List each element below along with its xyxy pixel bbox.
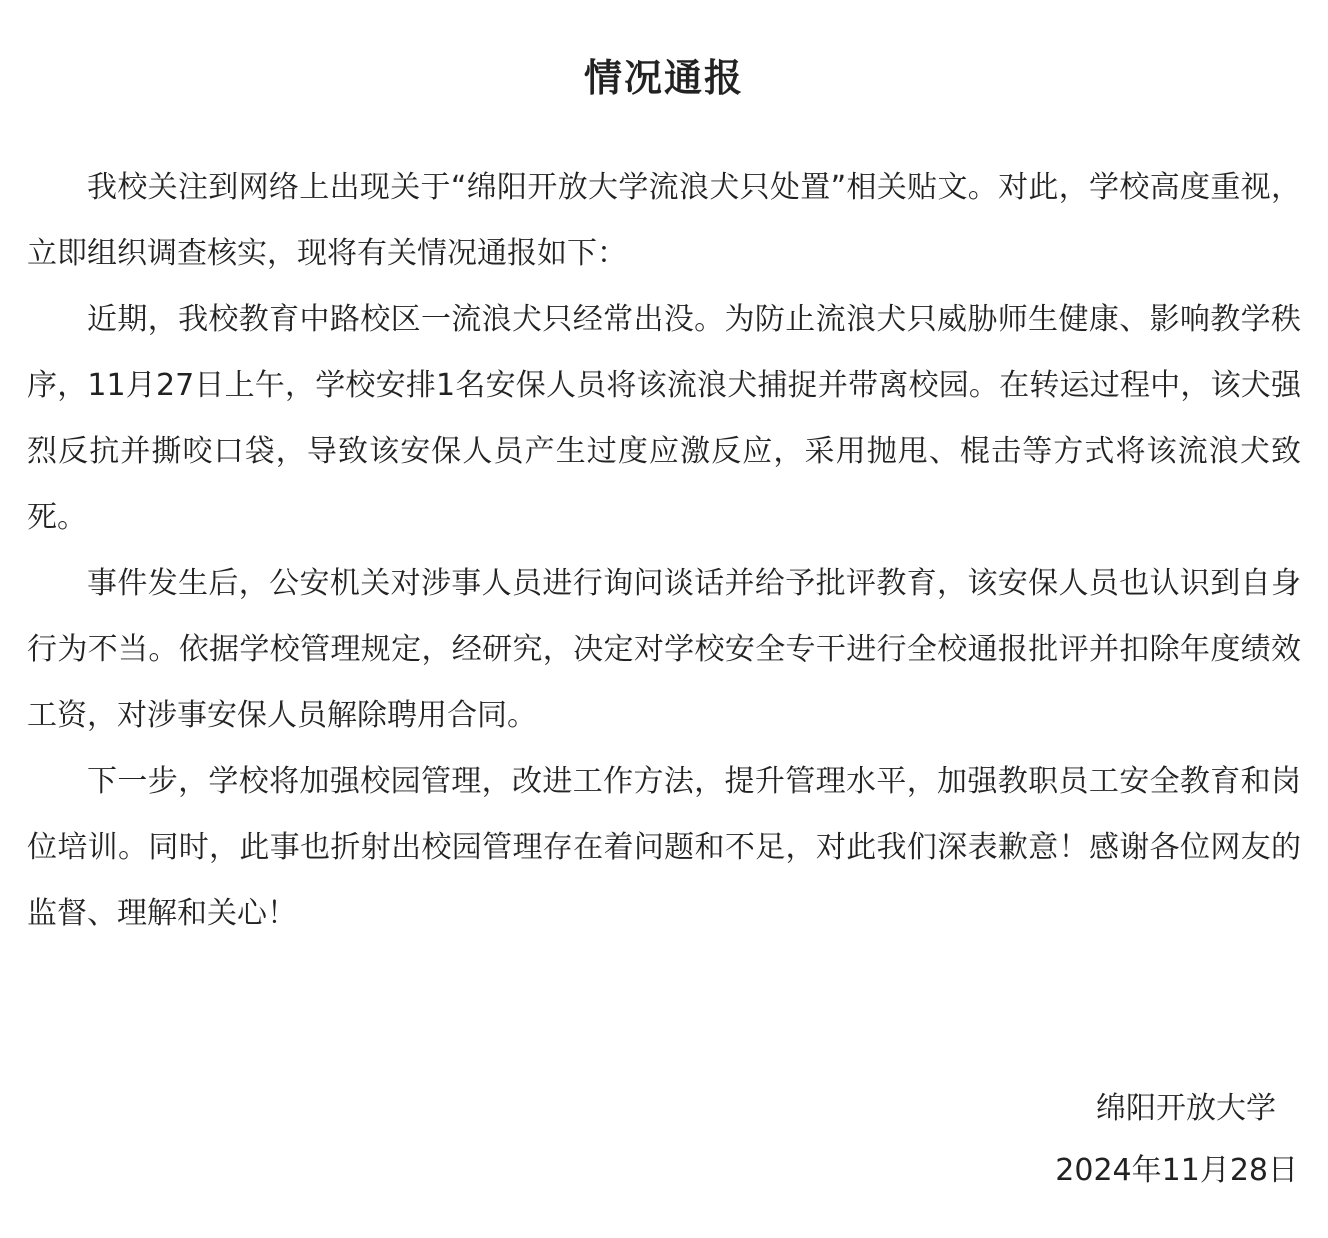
document-title: 情况通报 [583, 56, 744, 100]
paragraph-incident: 近期，我校教育中路校区一流浪犬只经常出没。为防止流浪犬只威胁师生健康、影响教学秩序，11月27日上午，学校安排1名安保人员将该流浪犬捕捉并带离校园。在转运过程中，该犬强烈反抗并撕咬口袋，导致该安保人员产生过度应激反应，采用抛甩、棍击等方式将该流浪犬致死。 [27, 302, 1301, 535]
paragraph-next-steps: 下一步，学校将加强校园管理，改进工作方法，提升管理水平，加强教职员工安全教育和岗位培训。同时，此事也折射出校园管理存在着问题和不足，对此我们深表歉意！感谢各位网友的监督、理解和关心！ [27, 764, 1301, 931]
paragraph-intro: 我校关注到网络上出现关于“绵阳开放大学流浪犬只处置”相关贴文。对此，学校高度重视，立即组织调查核实，现将有关情况通报如下： [27, 170, 1301, 271]
paragraph-handling: 事件发生后，公安机关对涉事人员进行询问谈话并给予批评教育，该安保人员也认识到自身行为不当。依据学校管理规定，经研究，决定对学校安全专干进行全校通报批评并扣除年度绩效工资，对涉事安保人员解除聘用合同。 [27, 566, 1301, 733]
document-body [27, 155, 1301, 947]
signature-date: 2024年11月28日 [1055, 1153, 1298, 1188]
signature-organization: 绵阳开放大学 [1096, 1091, 1276, 1126]
signature-block [1055, 1078, 1298, 1202]
